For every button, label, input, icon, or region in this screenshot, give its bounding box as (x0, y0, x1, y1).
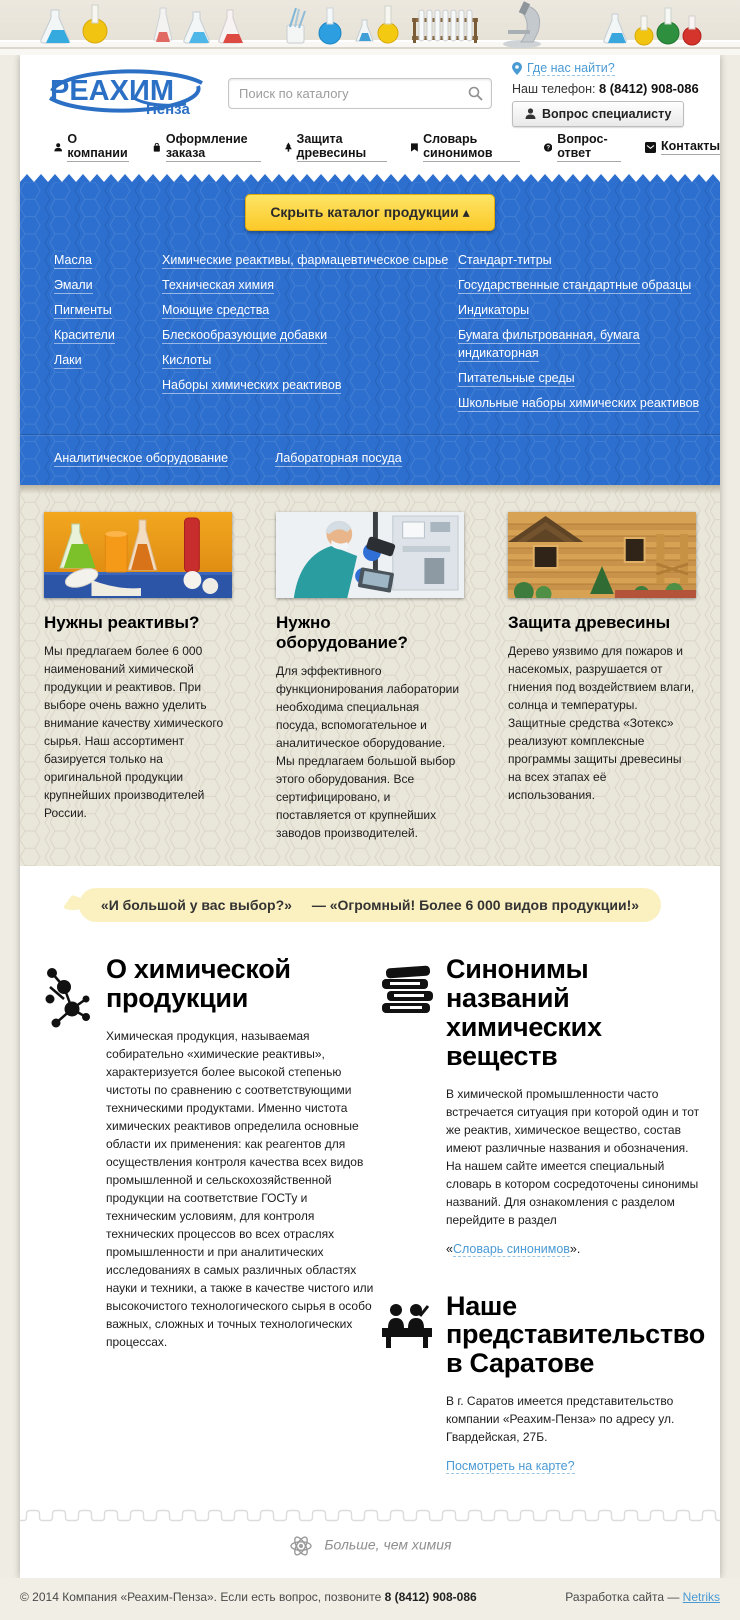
catalog-list-item (162, 276, 458, 294)
envelope-icon (645, 142, 656, 153)
catalog-list-item (162, 301, 458, 319)
phone-number: 8 (8412) 908-086 (598, 80, 699, 96)
site-header (20, 55, 720, 130)
catalog-link[interactable]: Лаки (54, 353, 82, 367)
quote-bubble (79, 888, 661, 922)
logo-subtitle: Пенза (146, 101, 190, 118)
catalog-footer-link[interactable]: Лабораторная посуда (275, 451, 402, 465)
link-prefix: « (446, 1241, 453, 1256)
catalog-link[interactable]: Школьные наборы химических реактивов (458, 396, 700, 410)
quote-answer: «Огромный! Более 6 000 видов продукции!» (329, 897, 640, 913)
article-saratov (378, 1292, 705, 1474)
map-pin-icon (512, 62, 522, 75)
catalog-search (228, 78, 492, 109)
main-nav (20, 130, 720, 174)
article-synonyms (378, 955, 705, 1256)
find-us-label: Где нас найти? (527, 60, 615, 75)
catalog-list-item (458, 301, 720, 319)
catalog-link[interactable]: Питательные среды (458, 371, 575, 385)
find-us-link[interactable] (512, 61, 615, 76)
order-bag-icon (153, 142, 161, 153)
chemical-products-illustration (44, 512, 232, 598)
copyright (20, 1590, 477, 1604)
catalog-link[interactable]: Красители (54, 328, 115, 342)
question-icon (544, 142, 552, 153)
slogan-text: Больше, чем химия (324, 1536, 452, 1553)
lab-equipment-illustration (276, 512, 464, 598)
main-content (20, 866, 720, 1578)
feature-title: Нужно оборудование? (276, 613, 408, 652)
synonyms-dictionary-link[interactable]: Словарь синонимов (452, 1241, 570, 1256)
copyright-phone: 8 (8412) 908-086 (384, 1590, 477, 1605)
feature-wood (508, 512, 696, 842)
person-icon (525, 108, 536, 120)
nav-item-about[interactable] (54, 132, 129, 162)
catalog-link[interactable]: Государственные стандартные образцы (458, 278, 692, 292)
developer-link[interactable]: Netriks (682, 1590, 720, 1605)
developer-label: Разработка сайта — (565, 1590, 683, 1605)
lab-equipment-photo (276, 512, 464, 598)
ask-specialist-label: Вопрос специалисту (542, 106, 672, 121)
nav-label: О компании (67, 132, 128, 160)
articles-grid (20, 922, 720, 1473)
catalog-list-item (54, 351, 162, 369)
zigzag-border (20, 174, 720, 182)
phone-label: Наш телефон: (512, 81, 596, 96)
slogan-row (20, 1522, 720, 1578)
article-text: В г. Саратов имеется представительство компании «Реахим-Пенза» по адресу ул. Гвардейская, 27Б. (446, 1394, 675, 1445)
scalloped-divider (20, 1509, 720, 1522)
catalog-footer-links (20, 434, 720, 485)
feature-reagents (44, 512, 232, 842)
catalog-list-item (54, 251, 162, 269)
catalog-list-item (458, 276, 720, 294)
logo[interactable] (38, 64, 214, 123)
feature-title: Нужны реактивы? (44, 613, 200, 632)
catalog-link[interactable]: Кислоты (162, 353, 212, 367)
feature-text: Для эффективного функционирования лаборатории необходима специальная посуда, вспомогательное и аналитическое оборудование. Мы предлагаем большой выбор этого оборудования. Все сертифицировано, и поставляется от крупнейших заводов производителей. (276, 664, 460, 840)
catalog-link[interactable]: Масла (54, 253, 93, 267)
articles-left-column (38, 950, 378, 1473)
feature-text: Мы предлагаем более 6 000 наименований химической продукции и реактивов. При выборе очень важно уделить внимание качеству химического сырья. Наш ассортимент базируется только на оригинальной продукции крупнейших производителей России. (44, 644, 224, 820)
catalog-link[interactable]: Стандарт-титры (458, 253, 552, 267)
catalog-list-item (162, 251, 458, 269)
page-card (20, 55, 720, 1578)
nav-item-synonyms[interactable] (411, 132, 520, 162)
nav-item-faq[interactable] (544, 132, 621, 162)
logo-graphic (38, 64, 214, 118)
catalog-list-item (458, 251, 720, 269)
article-title: О химической продукции (106, 954, 291, 1013)
catalog-section (20, 174, 720, 485)
catalog-list-item (54, 326, 162, 344)
books-stack-icon (382, 965, 434, 1015)
article-text: В химической промышленности часто встречается ситуация при которой один и тот же реактив, химическое вещество, состав имеют различные названия и обозначения. На нашем сайте имеется специальный словарь в котором сосредоточены синонимы названий. Для ознакомления с разделом перейдите в раздел (446, 1086, 700, 1227)
catalog-link[interactable]: Блескообразующие добавки (162, 328, 328, 342)
catalog-list-item (54, 276, 162, 294)
catalog-list-item (458, 394, 720, 412)
molecule-icon (42, 965, 96, 1037)
catalog-list-item (54, 301, 162, 319)
catalog-column-2 (162, 251, 458, 419)
phone-line (512, 81, 699, 96)
bookmark-icon (411, 142, 418, 153)
catalog-link[interactable]: Химические реактивы, фармацевтическое сырье (162, 253, 449, 267)
logo-title: РЕАХИМ (50, 75, 174, 107)
glassware-illustration (0, 0, 740, 55)
catalog-list-item (162, 326, 458, 344)
search-icon[interactable] (468, 86, 483, 101)
wooden-house-illustration (508, 512, 696, 598)
ask-specialist-button[interactable] (512, 101, 684, 127)
catalog-list-item (458, 369, 720, 387)
catalog-list-item (162, 351, 458, 369)
catalog-footer-link[interactable]: Аналитическое оборудование (54, 451, 229, 465)
developer-credit (565, 1590, 720, 1604)
quote-dash: — (311, 897, 326, 913)
search-input[interactable] (228, 78, 492, 109)
atom-icon (289, 1534, 313, 1558)
chemical-products-photo (44, 512, 232, 598)
catalog-link[interactable]: Эмали (54, 278, 93, 292)
article-title: Наше представительство в Саратове (446, 1290, 705, 1379)
saratov-link-line (446, 1459, 705, 1473)
article-text: Химическая продукция, называемая собирательно «химические реактивы», характеризуется более высокой степенью чистоты по сравнению с соответствующими техническими продуктами. Именно чистота химических реактивов определила основные области их применения: как реагентов для осуществления контроля качества всех видов промышленной и сельскохозяйственной продукции на соответствие ГОСТу и техническим условиям, для контроля технических процессов во всех отраслях промышленности и при аналитических исследованиях в самых различных областях науки и техники, а также в качестве чистого или высокочистого технологического сырья в особо важных, сложных и точных технологических процессах. (106, 1028, 374, 1349)
view-on-map-link[interactable]: Посмотреть на карте? (446, 1459, 575, 1474)
nav-label: Вопрос-ответ (557, 132, 621, 162)
catalog-link[interactable]: Техническая химия (162, 278, 274, 292)
article-title: Синонимы названий химических веществ (446, 954, 602, 1071)
synonyms-link-line (446, 1242, 705, 1256)
feature-text: Дерево уязвимо для пожаров и насекомых, разрушается от гниения под воздействием влаги, солнца и температуры. Защитные средства «Зотекс» реализуют комплексные программы защиты древесины на всех этапах её использования. (508, 644, 695, 802)
nav-label: Оформление заказа (166, 132, 261, 162)
svg-text:?: ? (546, 145, 550, 152)
catalog-link[interactable]: Индикаторы (458, 303, 530, 317)
quote-question: «И большой у вас выбор?» (100, 897, 292, 913)
catalog-columns (20, 231, 720, 419)
tree-icon (285, 141, 292, 153)
person-icon (54, 142, 62, 153)
catalog-link[interactable]: Бумага фильтрованная, бумага индикаторная (458, 328, 640, 360)
catalog-toggle-row (20, 194, 720, 231)
catalog-column-1 (54, 251, 162, 419)
feature-title: Защита древесины (508, 613, 671, 632)
lab-glassware-banner (0, 0, 740, 55)
nav-item-contacts[interactable] (645, 139, 720, 155)
feature-equipment (276, 512, 464, 842)
wooden-house-photo (508, 512, 696, 598)
nav-item-order[interactable] (153, 132, 260, 162)
nav-item-wood-protection[interactable] (285, 132, 388, 162)
catalog-list-item (458, 326, 720, 362)
nav-label: Защита древесины (297, 132, 388, 162)
article-about-products (38, 955, 378, 1351)
site-footer (0, 1578, 740, 1620)
feature-cards-section (20, 485, 720, 866)
articles-right-column (378, 950, 705, 1473)
link-suffix: ». (569, 1241, 581, 1256)
nav-label: Контакты (661, 139, 720, 153)
catalog-toggle-button[interactable]: Скрыть каталог продукции ▴ (245, 194, 494, 231)
copyright-text: © 2014 Компания «Реахим-Пенза». Если есть вопрос, позвоните (20, 1590, 385, 1605)
catalog-list-item (162, 376, 458, 394)
catalog-link[interactable]: Наборы химических реактивов (162, 378, 342, 392)
header-contacts (512, 61, 702, 127)
catalog-link[interactable]: Пигменты (54, 303, 112, 317)
catalog-column-3 (458, 251, 720, 419)
nav-label: Словарь синонимов (423, 132, 520, 162)
representatives-desk-icon (382, 1302, 434, 1348)
catalog-link[interactable]: Моющие средства (162, 303, 270, 317)
